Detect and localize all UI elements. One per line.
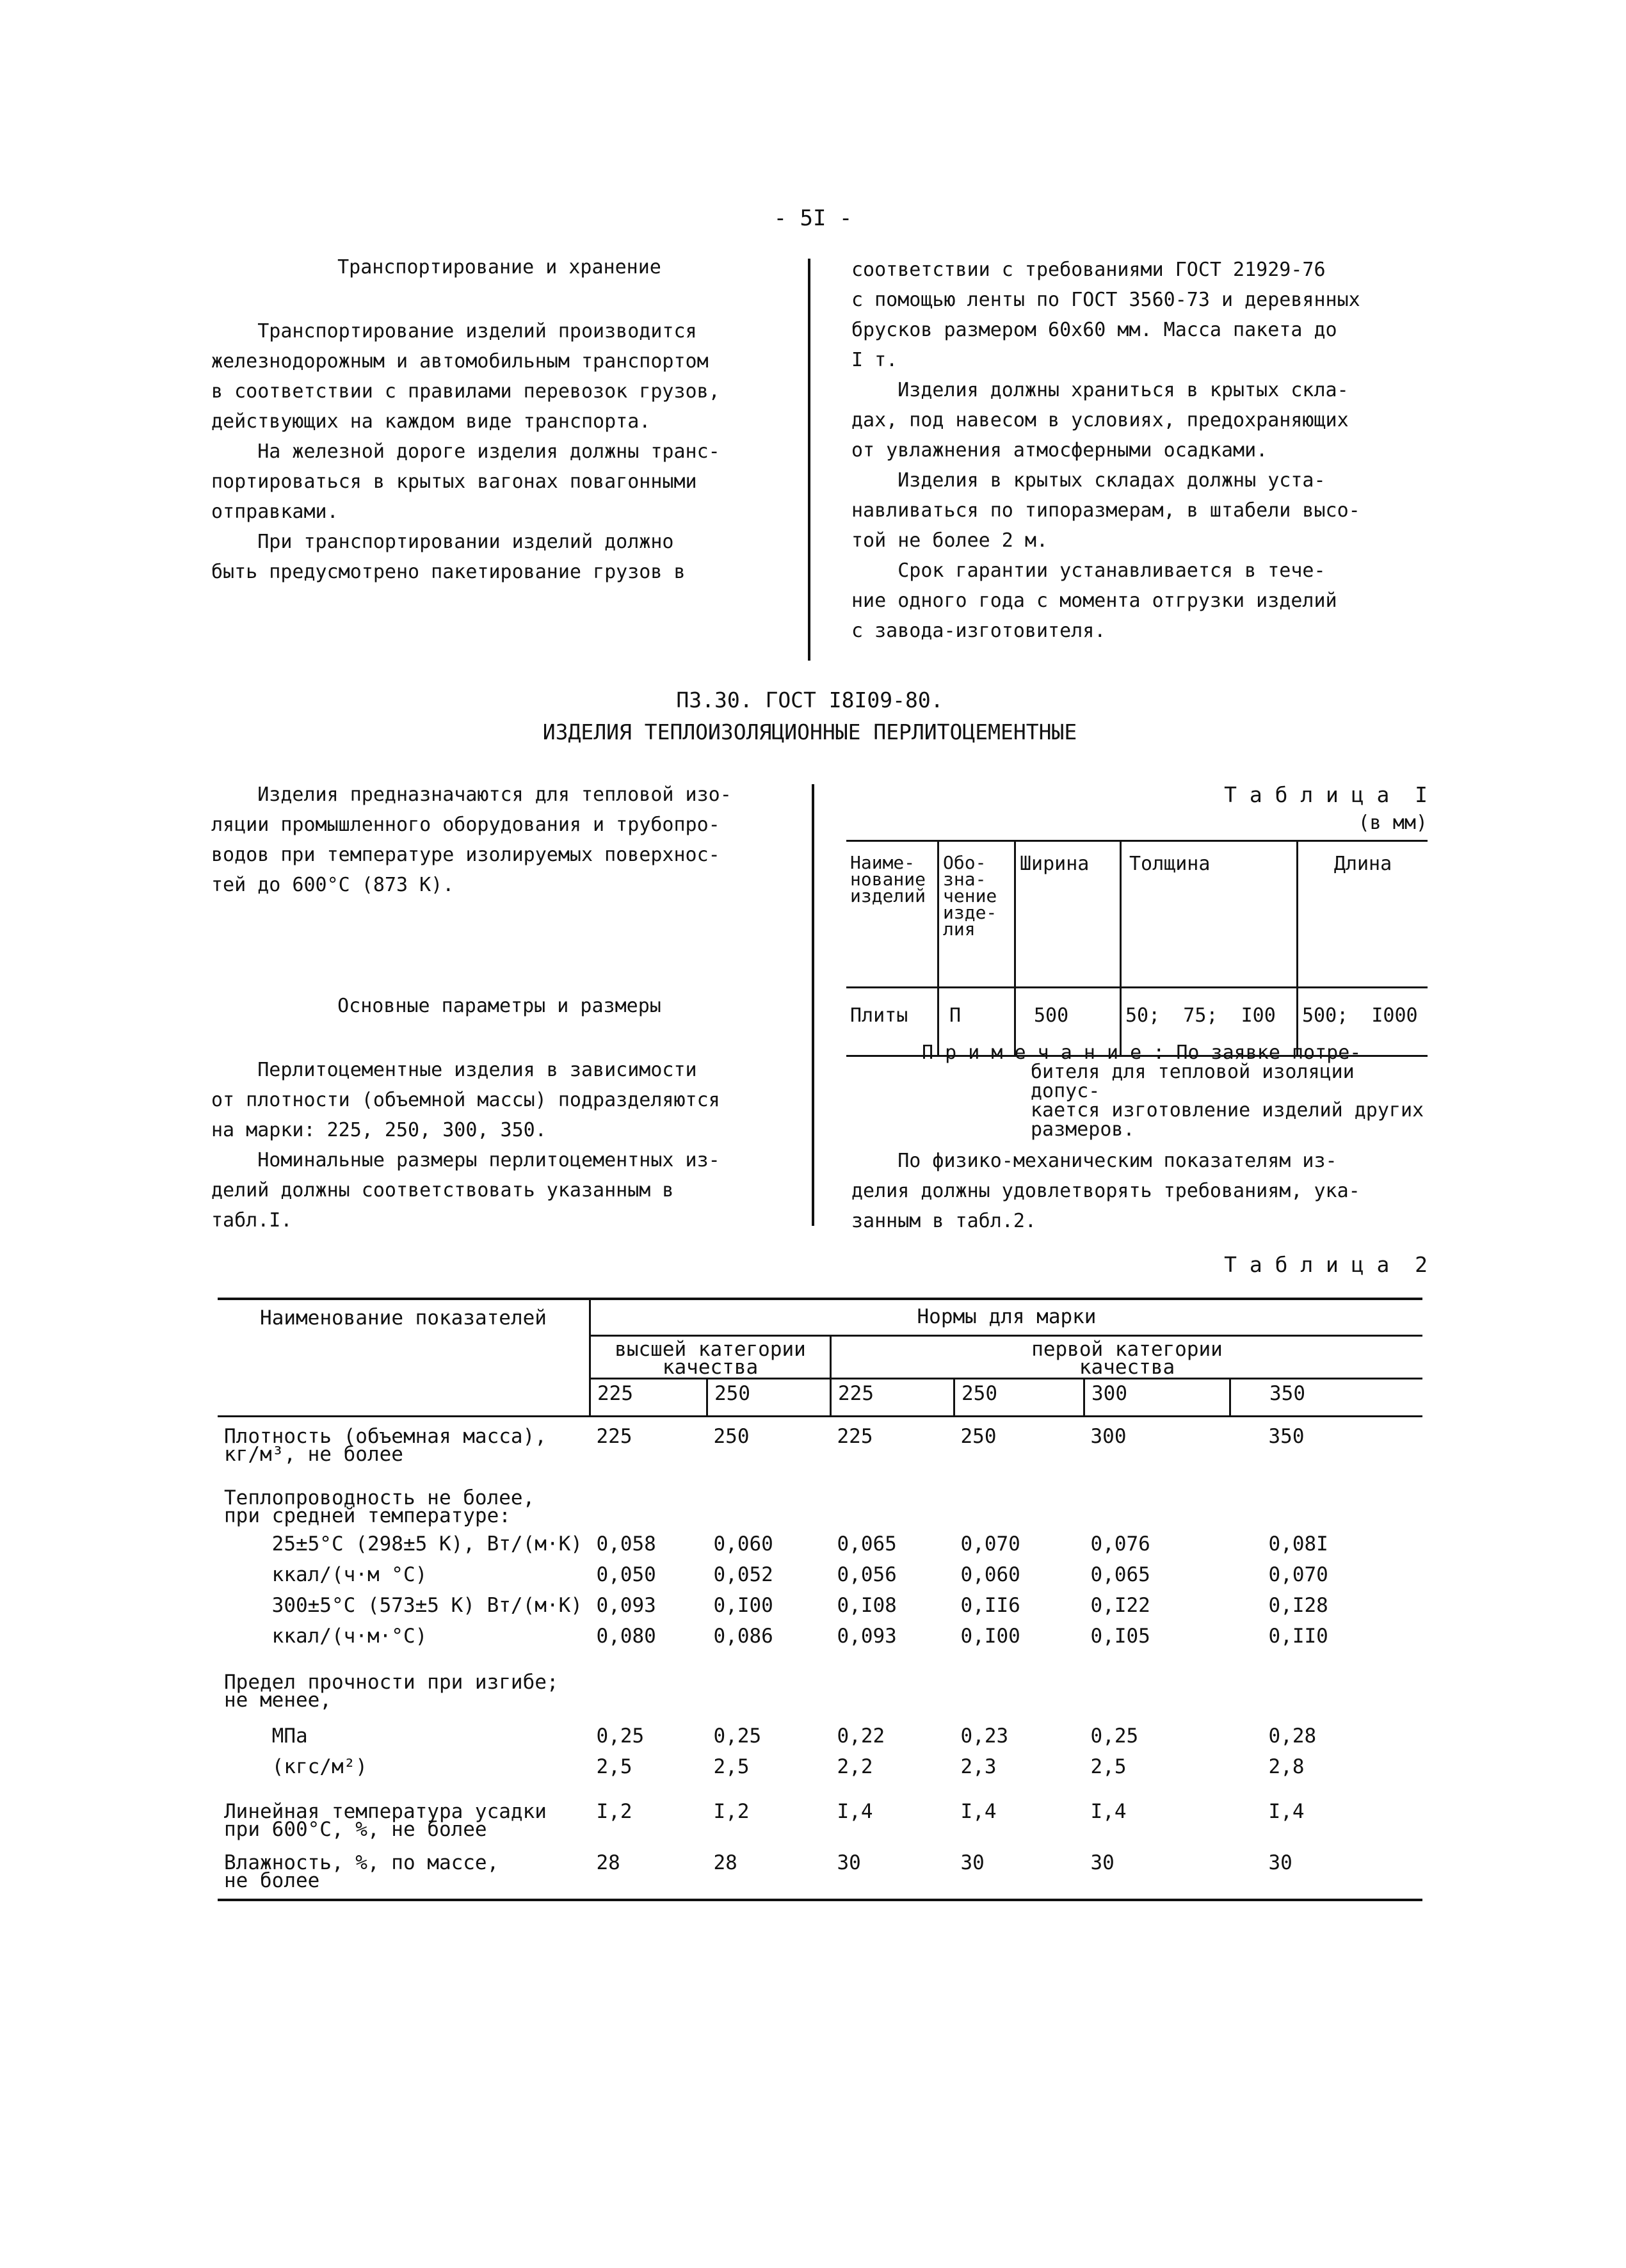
text-line: I т. bbox=[851, 349, 898, 371]
section-title: ИЗДЕЛИЯ ТЕПЛОИЗОЛЯЦИОННЫЕ ПЕРЛИТОЦЕМЕНТНЫЕ bbox=[542, 720, 1077, 744]
table2-cell: 2,5 bbox=[1090, 1755, 1127, 1778]
text-line: брусков размером 60x60 мм. Масса пакета до bbox=[851, 319, 1337, 341]
text-line: При транспортировании изделий должно bbox=[211, 531, 674, 553]
table2-cell: 0,22 bbox=[837, 1725, 885, 1748]
text-line: с помощью ленты по ГОСТ 3560-73 и деревянных bbox=[851, 289, 1360, 311]
table2-cell: I,2 bbox=[596, 1800, 632, 1823]
table1-cell: Плиты bbox=[846, 988, 938, 1056]
table1-units: (в мм) bbox=[1358, 812, 1428, 834]
table2-cell: 0,060 bbox=[713, 1532, 773, 1556]
table2-row-label: 300±5°С (573±5 К) Вт/(м·К) bbox=[224, 1594, 583, 1617]
table2-grade: 225 bbox=[831, 1379, 954, 1417]
table2-row bbox=[218, 1758, 1422, 1796]
table2-cell: I,4 bbox=[960, 1800, 997, 1823]
text-line: от увлажнения атмосферными осадками. bbox=[851, 439, 1268, 462]
note-line: кается изготовление изделий других bbox=[1031, 1099, 1424, 1122]
table2-cell: 0,060 bbox=[960, 1563, 1020, 1586]
table2-cell: 0,I05 bbox=[1090, 1625, 1150, 1648]
text-line: навливаться по типоразмерам, в штабели высо- bbox=[851, 499, 1360, 522]
text-line: На железной дороге изделия должны транс- bbox=[211, 440, 720, 463]
table2-cell: 2,5 bbox=[596, 1755, 632, 1778]
text-line: Изделия в крытых складах должны уста- bbox=[851, 469, 1326, 492]
table2-cell: 0,093 bbox=[837, 1625, 897, 1648]
table2-caption: Т а б л и ц а 2 bbox=[1224, 1252, 1428, 1277]
table2-cell: 0,28 bbox=[1268, 1725, 1317, 1748]
table2-row-label: Линейная температура усадки при 600°С, %, не более bbox=[224, 1800, 547, 1841]
note-line: бителя для тепловой изоляции допус- bbox=[1031, 1061, 1355, 1102]
text-line: дах, под навесом в условиях, предохраняющих bbox=[851, 409, 1349, 431]
table2-row bbox=[218, 1530, 1422, 1566]
table2-empty bbox=[590, 1666, 1423, 1721]
text-line: Срок гарантии устанавливается в тече- bbox=[851, 559, 1326, 582]
table2-row-label: ккал/(ч·м °С) bbox=[224, 1563, 428, 1586]
table2-head-name: Наименование показателей bbox=[218, 1299, 590, 1417]
text-line: в соответствии с правилами перевозок грузов, bbox=[211, 380, 720, 403]
table2-row bbox=[218, 1566, 1422, 1596]
table2-cell: 0,050 bbox=[596, 1563, 656, 1586]
table2-row bbox=[218, 1796, 1422, 1850]
table2-cell: 2,3 bbox=[960, 1755, 997, 1778]
table1-header: Ширина bbox=[1015, 841, 1121, 988]
table1-header-row bbox=[846, 841, 1428, 988]
table2-row bbox=[218, 1489, 1422, 1530]
table2-row bbox=[218, 1721, 1422, 1758]
text-line: ляции промышленного оборудования и трубопро- bbox=[211, 814, 720, 836]
table2-cell: 0,I00 bbox=[713, 1594, 773, 1617]
table2-cell: 0,II6 bbox=[960, 1594, 1020, 1617]
table2-cell: 2,2 bbox=[837, 1755, 873, 1778]
text-line: железнодорожным и автомобильным транспортом bbox=[211, 350, 709, 373]
table2-cell: 0,093 bbox=[596, 1594, 656, 1617]
table2-cell: 0,065 bbox=[837, 1532, 897, 1556]
table2-cell: 0,052 bbox=[713, 1563, 773, 1586]
table2-header-row bbox=[218, 1299, 1422, 1336]
table2-cell: 0,25 bbox=[713, 1725, 762, 1748]
table2-grade: 300 bbox=[1084, 1379, 1230, 1417]
table2-cat-high: высшей категории качества bbox=[590, 1336, 831, 1379]
table1-cell: 50; 75; I00 bbox=[1121, 988, 1298, 1056]
table2-cell: 0,070 bbox=[1268, 1563, 1328, 1586]
table2-cell: I,4 bbox=[1090, 1800, 1127, 1823]
text-line: от плотности (объемной массы) подразделяются bbox=[211, 1089, 720, 1111]
table2-cell: 30 bbox=[1090, 1851, 1115, 1874]
table1-note bbox=[922, 1043, 1434, 1139]
text-line: делия должны удовлетворять требованиям, ука- bbox=[851, 1180, 1360, 1202]
text-line: Перлитоцементные изделия в зависимости bbox=[211, 1059, 697, 1081]
text-line: действующих на каждом виде транспорта. bbox=[211, 410, 651, 433]
transport-right-text bbox=[851, 255, 1440, 646]
table1-cell: 500 bbox=[1015, 988, 1121, 1056]
table2-cell: 0,25 bbox=[596, 1725, 645, 1748]
text-line: табл.I. bbox=[211, 1209, 293, 1232]
table2-grade: 250 bbox=[707, 1379, 831, 1417]
table2-cell: 0,080 bbox=[596, 1625, 656, 1648]
text-line: портироваться в крытых вагонах повагонными bbox=[211, 470, 697, 493]
text-line: делий должны соответствовать указанным в bbox=[211, 1179, 674, 1202]
table2-cell: 225 bbox=[837, 1425, 873, 1448]
text-line: занным в табл.2. bbox=[851, 1210, 1036, 1232]
table1-header: Обо- зна- чение изде- лия bbox=[938, 841, 1015, 988]
table1-caption: Т а б л и ц а I bbox=[1224, 782, 1428, 807]
intro-text bbox=[211, 780, 807, 900]
table1-header: Наиме- нование изделий bbox=[846, 841, 938, 988]
table2-cell: 0,058 bbox=[596, 1532, 656, 1556]
table2-cell: 0,I08 bbox=[837, 1594, 897, 1617]
table2-row-label: Влажность, %, по массе, не более bbox=[224, 1851, 499, 1892]
table2-cell: 225 bbox=[596, 1425, 632, 1448]
text-line: той не более 2 м. bbox=[851, 529, 1049, 552]
table2-row-label: (кгс/м²) bbox=[224, 1755, 367, 1778]
text-line: с завода-изготовителя. bbox=[851, 620, 1106, 642]
table2-cell: 0,070 bbox=[960, 1532, 1020, 1556]
column-divider bbox=[812, 784, 814, 1226]
table2-row-label: 25±5°С (298±5 К), Вт/(м·К) bbox=[224, 1532, 583, 1556]
table2-row-label: Предел прочности при изгибе; не менее, bbox=[224, 1671, 559, 1712]
table2-row bbox=[218, 1627, 1422, 1666]
table2-cell: 0,076 bbox=[1090, 1532, 1150, 1556]
table2-cell: 2,8 bbox=[1268, 1755, 1305, 1778]
table2-cell: I,2 bbox=[713, 1800, 750, 1823]
text-line: быть предусмотрено пакетирование грузов в bbox=[211, 561, 686, 583]
table2-cell: 0,25 bbox=[1090, 1725, 1139, 1748]
page-number: - 5I - bbox=[773, 205, 853, 231]
table2-row-label: МПа bbox=[224, 1725, 308, 1748]
table2-cell: 0,23 bbox=[960, 1725, 1009, 1748]
table2-row bbox=[218, 1666, 1422, 1721]
table2-row bbox=[218, 1596, 1422, 1627]
params-text bbox=[211, 1055, 807, 1235]
table2-row bbox=[218, 1850, 1422, 1900]
table2-cell: 0,08I bbox=[1268, 1532, 1328, 1556]
params-heading: Основные параметры и размеры bbox=[337, 995, 661, 1017]
table2-cell: 30 bbox=[960, 1851, 985, 1874]
note-line: П р и м е ч а н и е : По заявке потре- bbox=[922, 1042, 1362, 1064]
table2-cell: 28 bbox=[713, 1851, 737, 1874]
text-line: водов при температуре изолируемых поверхнос- bbox=[211, 844, 720, 866]
text-line: Изделия должны храниться в крытых скла- bbox=[851, 379, 1349, 401]
transport-left-text bbox=[211, 316, 807, 587]
text-line: Транспортирование изделий производится bbox=[211, 320, 697, 342]
text-line: По физико-механическим показателям из- bbox=[851, 1150, 1337, 1172]
transport-heading: Транспортирование и хранение bbox=[337, 256, 661, 278]
text-line: отправками. bbox=[211, 501, 339, 523]
table2-grade: 350 bbox=[1269, 1382, 1305, 1405]
table2-grade: 250 bbox=[954, 1379, 1084, 1417]
physmech-text bbox=[851, 1146, 1440, 1236]
table2-cell: I,4 bbox=[837, 1800, 873, 1823]
table2-cell: 0,II0 bbox=[1268, 1625, 1328, 1648]
table2-empty bbox=[590, 1489, 1423, 1530]
table2-cell: 0,I00 bbox=[960, 1625, 1020, 1648]
table2-cell: 250 bbox=[960, 1425, 997, 1448]
table2-row bbox=[218, 1417, 1422, 1490]
text-line: соответствии с требованиями ГОСТ 21929-76 bbox=[851, 259, 1326, 281]
table2-cell: 2,5 bbox=[713, 1755, 750, 1778]
column-divider bbox=[808, 259, 810, 661]
table2-cell: 0,I22 bbox=[1090, 1594, 1150, 1617]
table2-cell: 0,086 bbox=[713, 1625, 773, 1648]
table2-cell: 300 bbox=[1090, 1425, 1127, 1448]
table2 bbox=[218, 1298, 1422, 1901]
table1-header: Длина bbox=[1333, 853, 1392, 875]
section-code: ПЗ.30. ГОСТ I8I09-80. bbox=[676, 688, 944, 712]
table2-cat-first: первой категории качества bbox=[1031, 1338, 1223, 1379]
text-line: Номинальные размеры перлитоцементных из- bbox=[211, 1149, 720, 1171]
table2-cell: 250 bbox=[713, 1425, 750, 1448]
table1 bbox=[846, 840, 1428, 1057]
table2-cell: 0,I28 bbox=[1268, 1594, 1328, 1617]
text-line: ние одного года с момента отгрузки изделий bbox=[851, 590, 1337, 612]
text-line: тей до 600°С (873 К). bbox=[211, 874, 455, 896]
table1-cell: П bbox=[938, 988, 1015, 1056]
text-line: на марки: 225, 250, 300, 350. bbox=[211, 1119, 547, 1141]
table2-cell: 0,065 bbox=[1090, 1563, 1150, 1586]
table2-row-label: Теплопроводность не более, при средней температуре: bbox=[224, 1486, 535, 1527]
table2-row-label: Плотность (объемная масса), кг/м³, не более bbox=[224, 1425, 547, 1466]
table2-cell: 30 bbox=[1268, 1851, 1292, 1874]
table2-head-norms: Нормы для марки bbox=[590, 1299, 1423, 1336]
table2-grade: 225 bbox=[590, 1379, 707, 1417]
table2-cell: 28 bbox=[596, 1851, 620, 1874]
text-line: Изделия предназначаются для тепловой изо- bbox=[211, 784, 732, 806]
table2-cell: 30 bbox=[837, 1851, 861, 1874]
table1-header: Толщина bbox=[1121, 841, 1298, 988]
table1-cell: 500; I000 bbox=[1302, 1004, 1418, 1027]
table2-cell: I,4 bbox=[1268, 1800, 1305, 1823]
table2-row-label: ккал/(ч·м·°С) bbox=[224, 1625, 428, 1648]
table2-cell: 0,056 bbox=[837, 1563, 897, 1586]
table2-cell: 350 bbox=[1268, 1425, 1305, 1448]
note-line: размеров. bbox=[1031, 1118, 1135, 1141]
